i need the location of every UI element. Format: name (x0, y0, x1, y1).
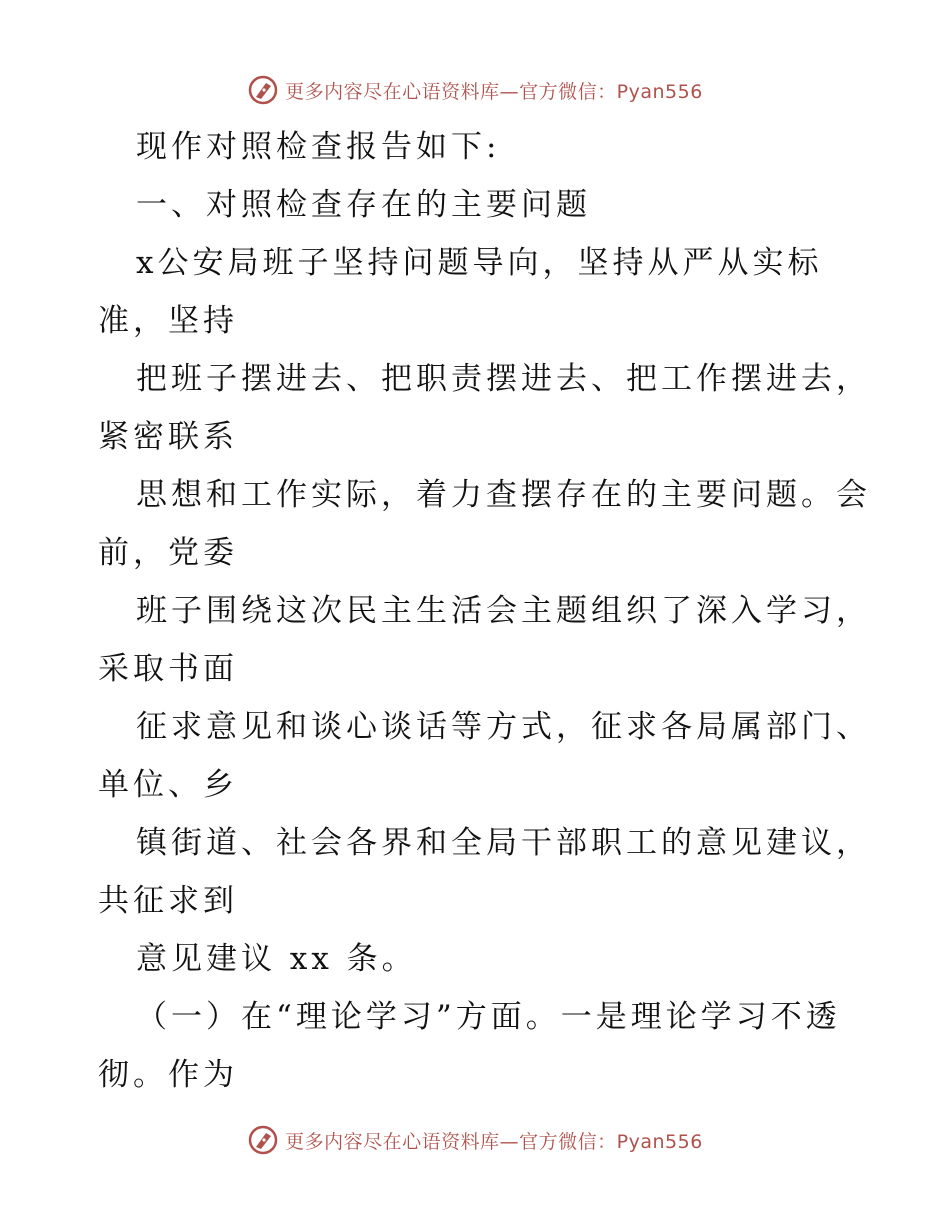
body-line: 把班子摆进去、把职责摆进去、把工作摆进去， (136, 361, 871, 397)
document-body (98, 118, 871, 1104)
body-line: 共征求到 (98, 883, 238, 919)
watermark-text: 更多内容尽在心语资料库—官方微信：Pyan556 (285, 1130, 703, 1153)
body-line: 彻。作为 (98, 1057, 238, 1093)
section-heading: 一、对照检查存在的主要问题 (136, 187, 591, 223)
body-line: x公安局班子坚持问题导向，坚持从严从实标 (136, 245, 823, 281)
body-line: 意见建议 xx 条。 (136, 941, 417, 977)
body-line: 思想和工作实际，着力查摆存在的主要问题。会 (136, 477, 871, 513)
body-line: 征求意见和谈心谈话等方式，征求各局属部门、 (136, 709, 871, 745)
watermark-text: 更多内容尽在心语资料库—官方微信：Pyan556 (285, 80, 703, 103)
footer-watermark (0, 1120, 950, 1160)
body-line: 紧密联系 (98, 419, 238, 455)
pen-nib-logo-icon (247, 1124, 279, 1156)
body-line: 单位、乡 (98, 767, 238, 803)
pen-nib-logo-icon (247, 74, 279, 106)
body-line: 准，坚持 (98, 303, 238, 339)
body-line: 镇街道、社会各界和全局干部职工的意见建议， (136, 825, 871, 861)
header-watermark (0, 70, 950, 110)
body-line: 班子围绕这次民主生活会主题组织了深入学习， (136, 593, 871, 629)
body-line: 现作对照检查报告如下: (136, 129, 501, 165)
subsection-heading: （一）在“理论学习”方面。一是理论学习不透 (136, 999, 841, 1035)
body-line: 前，党委 (98, 535, 238, 571)
body-line: 采取书面 (98, 651, 238, 687)
